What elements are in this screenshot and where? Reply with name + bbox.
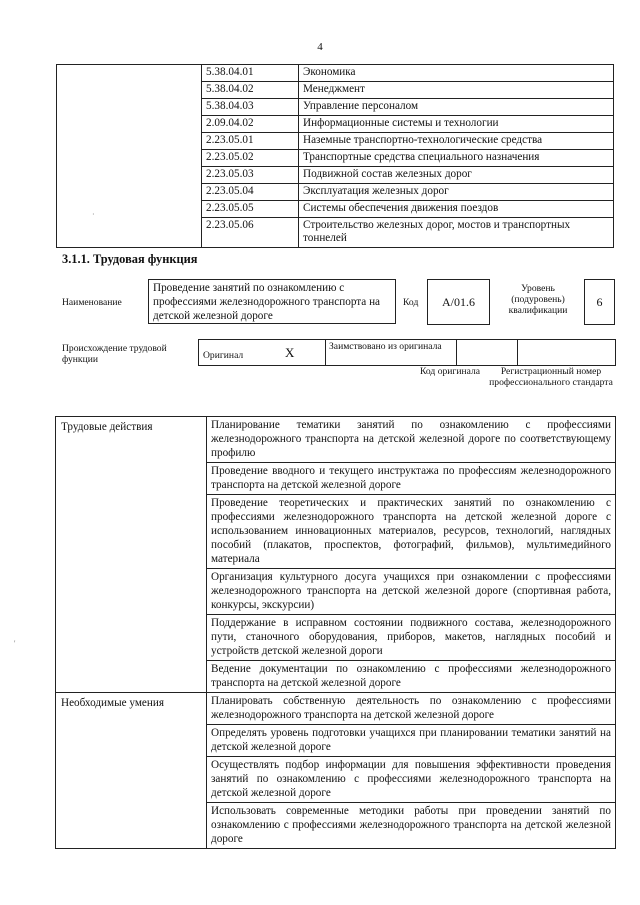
code-row (57, 99, 614, 116)
code-name-cell: Информационные системы и технологии (299, 116, 614, 133)
competencies-table (55, 416, 616, 849)
code-row (57, 167, 614, 184)
code-name-cell: Управление персоналом (299, 99, 614, 116)
borrowed-label: Заимствовано из оригинала (329, 341, 442, 352)
required-skill: Осуществлять подбор информации для повышения эффективности проведения занятий по ознакомлению с профессиями железнодорожного транспорта на детской железной дороге (207, 757, 616, 803)
code-name-cell: Эксплуатация железных дорог (299, 184, 614, 201)
level-box (584, 279, 615, 325)
blank-cell (57, 167, 202, 184)
code-box (427, 279, 490, 325)
code-name-cell: Наземные транспортно-технологические средства (299, 133, 614, 150)
code-original-label: Код оригинала (419, 366, 481, 377)
original-label: Оригинал (203, 350, 244, 361)
labor-action: Планирование тематики занятий по ознакомлению с профессиями железнодорожного транспорта на детской железной дороге по соответствующему профилю (207, 417, 616, 463)
code-cell: 2.23.05.01 (202, 133, 299, 150)
labor-action: Проведение вводного и текущего инструктажа по профессиям железнодорожного транспорта на детской железной дороге (207, 463, 616, 495)
original-mark: X (285, 345, 295, 360)
code-cell: 5.38.04.01 (202, 65, 299, 82)
borrowed-cell (326, 340, 457, 366)
required-skill: Определять уровень подготовки учащихся при планировании тематики занятий на детской железной дороге (207, 725, 616, 757)
code-row (57, 133, 614, 150)
origin-table (198, 339, 616, 366)
blank-cell (57, 65, 202, 82)
code-row (57, 116, 614, 133)
name-label: Наименование (62, 297, 122, 308)
required-skill-row (56, 693, 616, 725)
blank-cell (57, 184, 202, 201)
labor-action: Ведение документации по ознакомлению с профессиями железнодорожного транспорта на детской железной дороге (207, 661, 616, 693)
level-value: 6 (596, 294, 603, 309)
original-cell (199, 340, 286, 366)
level-label: Уровень (подуровень) квалификации (508, 283, 568, 316)
labor-action: Организация культурного досуга учащихся при ознакомлении с профессиями железнодорожного транспорта на детской железной дороге (спортивная работа, конкурсы, экскурсии) (207, 569, 616, 615)
code-row (57, 218, 614, 248)
labor-action: Поддержание в исправном состоянии подвижного состава, железнодорожного пути, станочного оборудования, приборов, макетов, наглядных пособий и устройств детской железной дороги (207, 615, 616, 661)
code-name-cell: Строительство железных дорог, мостов и транспортных тоннелей (299, 218, 614, 248)
blank-cell (57, 201, 202, 218)
code-label: Код (403, 297, 419, 308)
code-name-cell: Экономика (299, 65, 614, 82)
labor-actions-label: Трудовые действия (56, 417, 207, 693)
original-code-cell (457, 340, 518, 366)
code-row (57, 201, 614, 218)
code-name-cell: Системы обеспечения движения поездов (299, 201, 614, 218)
origin-label: Происхождение трудовой функции (62, 343, 167, 365)
blank-cell (57, 218, 202, 248)
blank-cell (57, 150, 202, 167)
code-cell: 2.23.05.02 (202, 150, 299, 167)
code-row (57, 65, 614, 82)
specialty-codes-table (56, 64, 614, 248)
labor-action-row (56, 417, 616, 463)
section-heading: 3.1.1. Трудовая функция (62, 252, 198, 266)
blank-cell (57, 99, 202, 116)
function-name-box (148, 279, 396, 324)
required-skill: Планировать собственную деятельность по ознакомлению с профессиями железнодорожного транспорта на детской железной дороге (207, 693, 616, 725)
code-name-cell: Транспортные средства специального назначения (299, 150, 614, 167)
code-row (57, 150, 614, 167)
required-skills-label: Необходимые умения (56, 693, 207, 849)
code-cell: 2.23.05.03 (202, 167, 299, 184)
reg-number-label: Регистрационный номер профессионального стандарта (489, 366, 613, 388)
code-value: A/01.6 (442, 294, 475, 309)
labor-action: Проведение теоретических и практических занятий по ознакомлению с профессиями железнодорожного транспорта на детской железной дороге с использованием инновационных материалов, ресурсов, технологий, наглядных пособий (плакатов, проспектов, фотографий, фильмов), мультимедийного материала (207, 495, 616, 569)
required-skill: Использовать современные методики работы при проведении занятий по ознакомлению с профессиями железнодорожного транспорта на детской железной дороге (207, 803, 616, 849)
code-cell: 5.38.04.03 (202, 99, 299, 116)
code-cell: 2.23.05.06 (202, 218, 299, 248)
code-cell: 2.09.04.02 (202, 116, 299, 133)
code-row (57, 184, 614, 201)
code-row (57, 82, 614, 99)
code-cell: 2.23.05.04 (202, 184, 299, 201)
code-cell: 5.38.04.02 (202, 82, 299, 99)
code-cell: 2.23.05.05 (202, 201, 299, 218)
reg-number-cell (518, 340, 616, 366)
original-mark-cell (285, 340, 326, 366)
function-name-value: Проведение занятий по ознакомлению с профессиями железнодорожного транспорта на детской железной дороге (153, 282, 381, 322)
blank-cell (57, 82, 202, 99)
blank-cell (57, 133, 202, 150)
scan-speck: · (92, 210, 95, 219)
code-name-cell: Менеджмент (299, 82, 614, 99)
scan-speck: ' (14, 639, 16, 648)
page-number: 4 (317, 41, 323, 53)
code-name-cell: Подвижной состав железных дорог (299, 167, 614, 184)
blank-cell (57, 116, 202, 133)
